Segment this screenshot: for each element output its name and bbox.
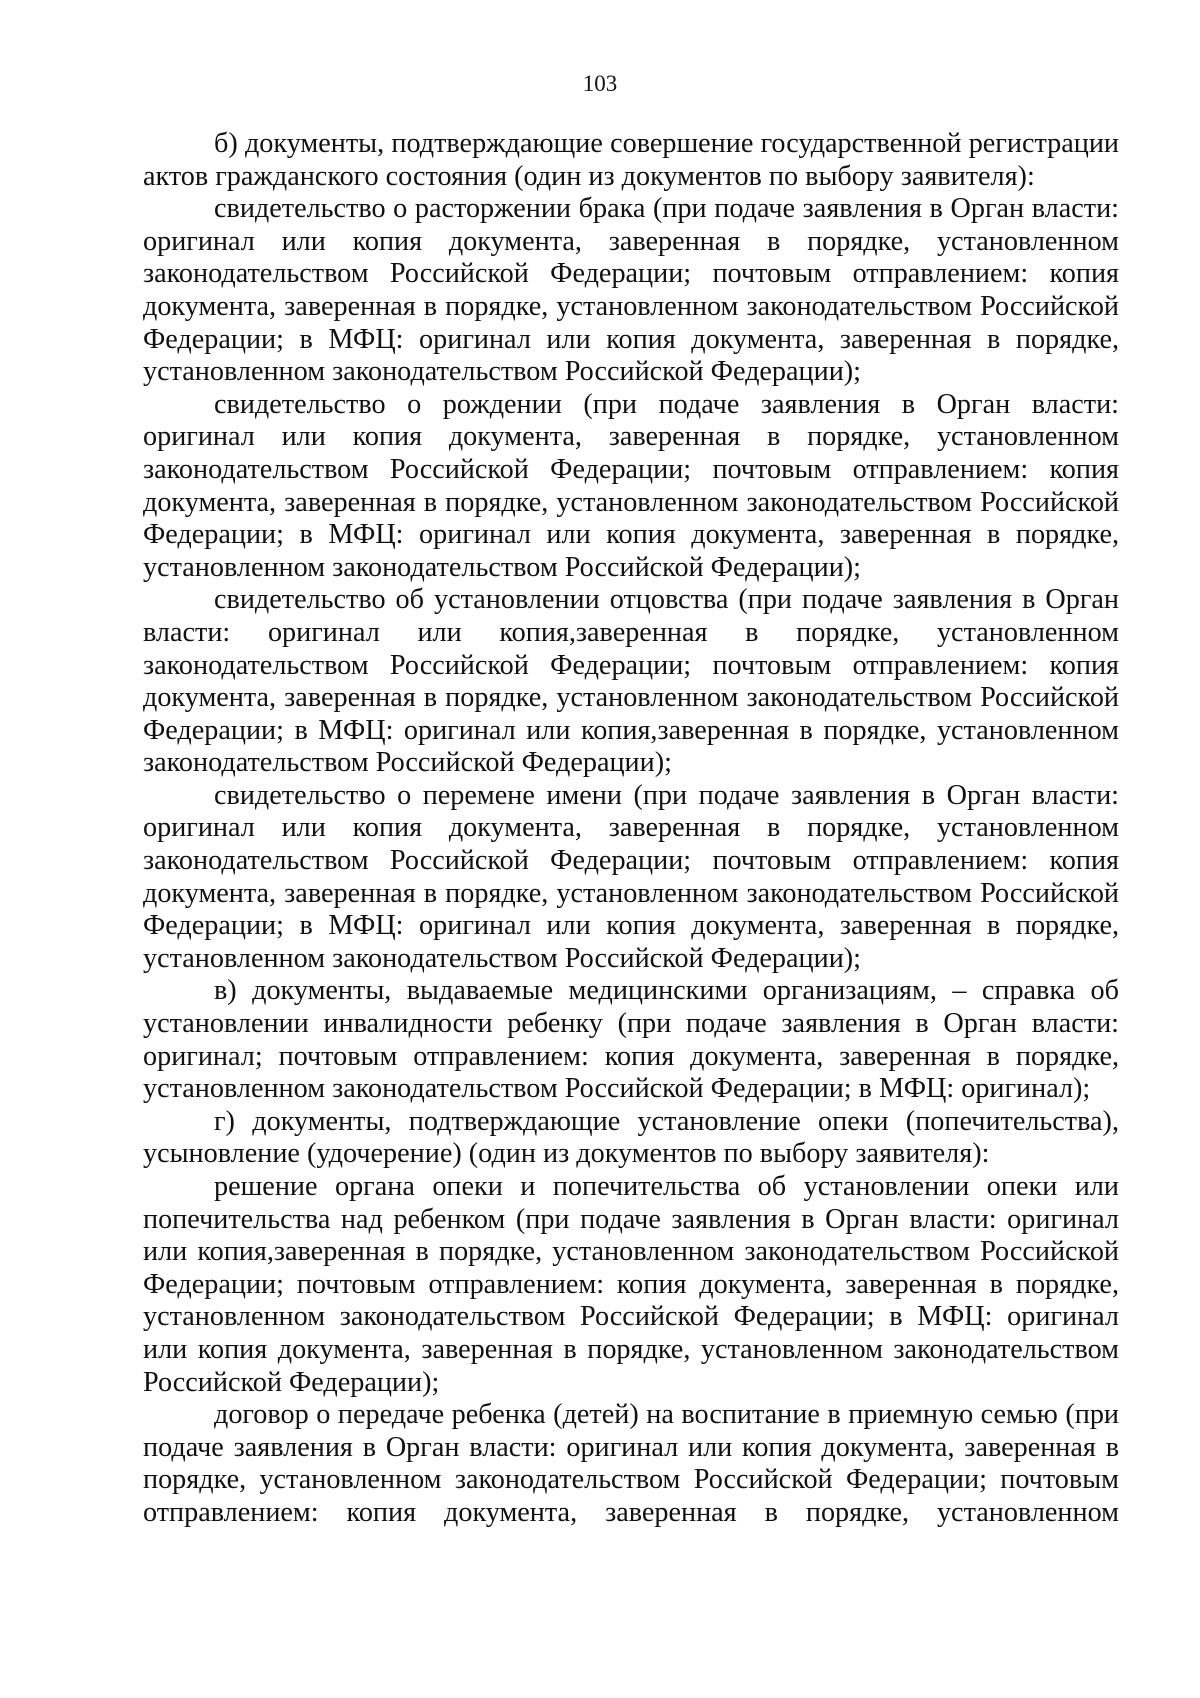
paragraph-foster-family-agreement: договор о передаче ребенка (детей) на воспитание в приемную семью (при подаче заявления в Орган власти: оригинал или копия документа, заверенная в порядке, установленном законодательством Российской Федерации; почтовым отправлением: копия документа, заверенная в порядке, установленном <box>143 1399 1119 1528</box>
document-body <box>143 128 1119 1530</box>
paragraph-guardianship-decision: решение органа опеки и попечительства об установлении опеки или попечительства над ребенком (при подаче заявления в Орган власти: оригинал или копия,заверенная в порядке, установленном законодательством Российской Федерации; почтовым отправлением: копия документа, заверенная в порядке, установленном законодательством Российской Федерации; в МФЦ: оригинал или копия документа, заверенная в порядке, установленном законодательством Российской Федерации); <box>143 1171 1119 1398</box>
paragraph-v-medical-documents: в) документы, выдаваемые медицинскими организациям, – справка об установлении инвалидности ребенку (при подаче заявления в Орган власти: оригинал; почтовым отправлением: копия документа, заверенная в порядке, установленном законодательством Российской Федерации; в МФЦ: оригинал); <box>143 975 1119 1105</box>
page-number: 103 <box>582 71 618 96</box>
paragraph-b-registration-documents: б) документы, подтверждающие совершение государственной регистрации актов гражданского состояния (один из документов по выбору заявителя): <box>143 128 1119 192</box>
paragraph-divorce-certificate: свидетельство о расторжении брака (при подаче заявления в Орган власти: оригинал или копия документа, заверенная в порядке, установленном законодательством Российской Федерации; почтовым отправлением: копия документа, заверенная в порядке, установленном законодательством Российской Федерации; в МФЦ: оригинал или копия документа, заверенная в порядке, установленном законодательством Российской Федерации); <box>143 193 1119 388</box>
paragraph-paternity-certificate: свидетельство об установлении отцовства (при подаче заявления в Орган власти: оригинал или копия,заверенная в порядке, установленном законодательством Российской Федерации; почтовым отправлением: копия документа, заверенная в порядке, установленном законодательством Российской Федерации; в МФЦ: оригинал или копия,заверенная в порядке, установленном законодательством Российской Федерации); <box>143 584 1119 779</box>
paragraph-g-guardianship-documents: г) документы, подтверждающие установление опеки (попечительства), усыновление (удочерение) (один из документов по выбору заявителя): <box>143 1105 1119 1170</box>
paragraph-birth-certificate: свидетельство о рождении (при подаче заявления в Орган власти: оригинал или копия документа, заверенная в порядке, установленном законодательством Российской Федерации; почтовым отправлением: копия документа, заверенная в порядке, установленном законодательством Российской Федерации; в МФЦ: оригинал или копия документа, заверенная в порядке, установленном законодательством Российской Федерации); <box>143 388 1119 583</box>
paragraph-name-change-certificate: свидетельство о перемене имени (при подаче заявления в Орган власти: оригинал или копия документа, заверенная в порядке, установленном законодательством Российской Федерации; почтовым отправлением: копия документа, заверенная в порядке, установленном законодательством Российской Федерации; в МФЦ: оригинал или копия документа, заверенная в порядке, установленном законодательством Российской Федерации); <box>143 779 1119 974</box>
